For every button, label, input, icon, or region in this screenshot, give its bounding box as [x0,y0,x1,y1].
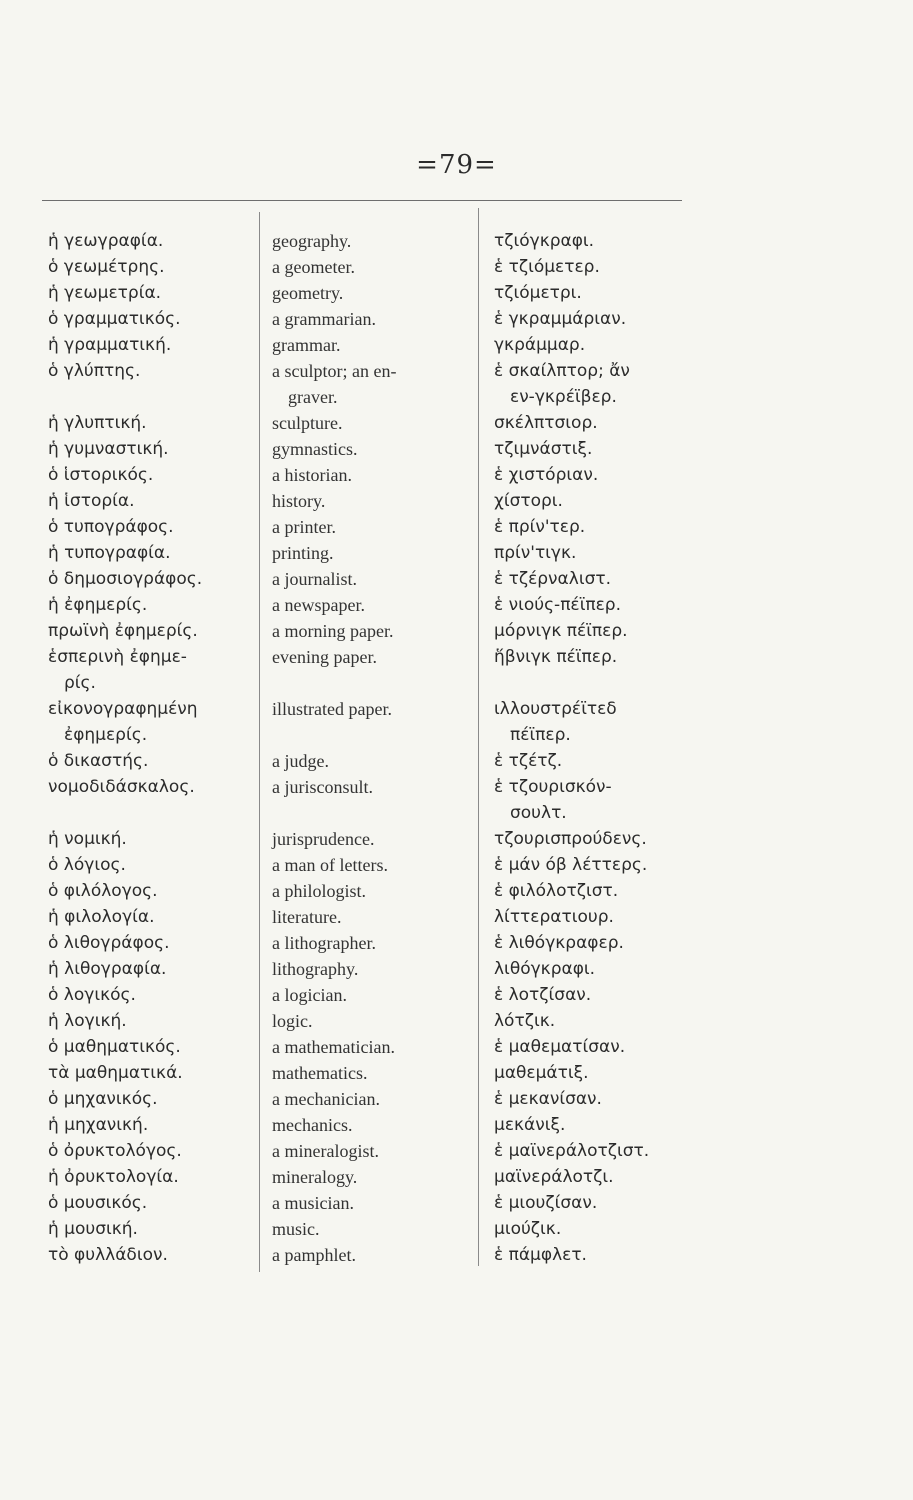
english-entry: lithography. [272,959,359,979]
greek-entry: ἡ γεωγραφία. [48,231,164,251]
pronunciation-entry: μεκάνιξ. [494,1115,566,1135]
pronunciation-entry: μιούζικ. [494,1219,562,1239]
pronunciation-entry: ἑ γκραμμάριαν. [494,309,627,329]
pronunciation-entry: ἑ νιούς-πέϊπερ. [494,595,621,615]
english-entry: a logician. [272,985,347,1005]
greek-entry: ἡ τυπογραφία. [48,543,171,563]
pronunciation-entry: τζιόμετρι. [494,283,582,303]
english-column [272,228,477,1268]
greek-entry: ἡ νομική. [48,829,127,849]
english-entry: a geometer. [272,257,355,277]
greek-entry: ὁ δικαστής. [48,751,149,771]
english-entry: evening paper. [272,647,377,667]
spacer [272,800,477,826]
pronunciation-entry: τζιμνάστιξ. [494,439,593,459]
greek-entry: ὁ μηχανικός. [48,1089,158,1109]
spacer [272,670,477,696]
english-entry: a newspaper. [272,595,365,615]
english-entry: mathematics. [272,1063,368,1083]
greek-entry: τὸ φυλλάδιον. [48,1245,168,1265]
pronunciation-entry: λότζικ. [494,1011,556,1031]
greek-entry: ὁ λογικός. [48,985,136,1005]
greek-entry: ἡ λιθογραφία. [48,959,167,979]
greek-entry: ἡ ἐφημερίς. [48,595,148,615]
greek-entry: ὁ μουσικός. [48,1193,148,1213]
english-entry: printing. [272,543,334,563]
pronunciation-entry: πρίν'τιγκ. [494,543,577,563]
english-entry: a grammarian. [272,309,376,329]
spacer [48,800,260,826]
greek-entry: ὁ λιθογράφος. [48,933,170,953]
spacer [48,384,260,410]
english-entry [272,358,477,410]
english-entry: jurisprudence. [272,829,375,849]
pronunciation-entry-line: ἑ σκαίλπτορ; ἄν [494,361,630,381]
greek-entry: ἡ μουσική. [48,1219,138,1239]
pronunciation-entry: τζιόγκραφι. [494,231,595,251]
greek-entry-line: ἑσπερινὴ ἐφημε- [48,647,187,667]
pronunciation-entry [494,696,704,748]
english-entry: a man of letters. [272,855,388,875]
greek-entry: ὁ γραμματικός. [48,309,181,329]
english-entry: sculpture. [272,413,343,433]
english-entry: grammar. [272,335,341,355]
greek-entry: ὁ γλύπτης. [48,361,141,381]
pronunciation-entry-line: ιλλουστρέϊτεδ [494,699,617,719]
pronunciation-entry: ἑ μαϊνεράλοτζιστ. [494,1141,650,1161]
english-entry: geometry. [272,283,344,303]
greek-entry: νομοδιδάσκαλος. [48,777,195,797]
english-entry: a printer. [272,517,336,537]
greek-entry: ὁ μαθηματικός. [48,1037,181,1057]
english-entry: a pamphlet. [272,1245,356,1265]
top-rule [42,200,682,201]
greek-entry [48,644,260,696]
pronunciation-entry: ἑ λιθόγκραφερ. [494,933,624,953]
pronunciation-entry-line: σουλτ. [510,803,567,823]
pronunciation-entry: ἑ φιλόλοτζιστ. [494,881,619,901]
english-entry: a musician. [272,1193,354,1213]
english-entry: a philologist. [272,881,366,901]
pronunciation-entry: ἑ πάμφλετ. [494,1245,587,1265]
pronunciation-entry: μαϊνεράλοτζι. [494,1167,614,1187]
english-entry: mechanics. [272,1115,353,1135]
pronunciation-entry-line: εν-γκρέϊβερ. [510,387,617,407]
greek-entry: ὁ φιλόλογος. [48,881,158,901]
greek-column [48,228,260,1268]
english-entry: logic. [272,1011,313,1031]
english-entry: a morning paper. [272,621,394,641]
spacer [272,722,477,748]
english-entry: gymnastics. [272,439,358,459]
greek-entry: ἡ γραμματική. [48,335,172,355]
pronunciation-entry: ἑ τζέρναλιστ. [494,569,611,589]
pronunciation-entry: ἑ λοτζίσαν. [494,985,592,1005]
page-number: =79= [416,150,497,180]
english-entry: a lithographer. [272,933,376,953]
greek-entry: ὁ ὀρυκτολόγος. [48,1141,182,1161]
greek-entry: ἡ μηχανική. [48,1115,149,1135]
pronunciation-entry [494,358,704,410]
english-entry: a judge. [272,751,329,771]
greek-entry: ὁ λόγιος. [48,855,126,875]
spacer [494,670,704,696]
pronunciation-entry: τζουρισπρούδενς. [494,829,647,849]
greek-entry: ἡ γεωμετρία. [48,283,162,303]
pronunciation-entry: ἑ πρίν'τερ. [494,517,586,537]
pronunciation-entry: σκέλπτσιορ. [494,413,598,433]
english-entry: a mineralogist. [272,1141,379,1161]
pronunciation-entry: ἑ μαθεματίσαν. [494,1037,626,1057]
pronunciation-entry-line: πέϊπερ. [510,725,571,745]
pronunciation-entry: ἑ χιστόριαν. [494,465,599,485]
english-entry: a mathematician. [272,1037,395,1057]
pronunciation-entry: λιθόγκραφι. [494,959,596,979]
english-entry: a journalist. [272,569,357,589]
english-entry: mineralogy. [272,1167,358,1187]
greek-entry: ἡ φιλολογία. [48,907,155,927]
english-entry-line: graver. [288,387,338,407]
english-entry: history. [272,491,326,511]
greek-entry [48,696,260,748]
pronunciation-entry [494,774,704,826]
english-entry-line: a sculptor; an en- [272,361,397,381]
pronunciation-entry: ἑ τζέτζ. [494,751,563,771]
pronunciation-entry: μαθεμάτιξ. [494,1063,589,1083]
greek-entry: ἡ γλυπτική. [48,413,147,433]
english-entry: literature. [272,907,342,927]
pronunciation-entry-line: ἑ τζουρισκόν- [494,777,612,797]
pronunciation-column [494,228,704,1268]
greek-entry: ὁ ἱστορικός. [48,465,154,485]
greek-entry: ἡ ἱστορία. [48,491,135,511]
greek-entry: ἡ γυμναστική. [48,439,169,459]
english-entry: music. [272,1219,320,1239]
english-entry: illustrated paper. [272,699,392,719]
pronunciation-entry: λίττερατιουρ. [494,907,614,927]
english-entry: a jurisconsult. [272,777,373,797]
greek-entry: τὰ μαθηματικά. [48,1063,183,1083]
greek-entry-line: εἰκονογραφημένη [48,699,198,719]
greek-entry: ὁ τυπογράφος. [48,517,174,537]
english-entry: geography. [272,231,352,251]
greek-entry: ὁ δημοσιογράφος. [48,569,203,589]
greek-entry: ἡ ὀρυκτολογία. [48,1167,179,1187]
greek-entry-line: ἐφημερίς. [64,725,148,745]
pronunciation-entry: ἥβνιγκ πέϊπερ. [494,647,618,667]
pronunciation-entry: ἑ μάν όβ λέττερς. [494,855,648,875]
greek-entry-line: ρίς. [64,673,96,693]
greek-entry: πρωϊνὴ ἐφημερίς. [48,621,198,641]
english-entry: a historian. [272,465,352,485]
pronunciation-entry: χίστορι. [494,491,563,511]
pronunciation-entry: γκράμμαρ. [494,335,586,355]
english-entry: a mechanician. [272,1089,380,1109]
pronunciation-entry: μόρνιγκ πέϊπερ. [494,621,628,641]
pronunciation-entry: ἑ μεκανίσαν. [494,1089,602,1109]
pronunciation-entry: ἑ μιουζίσαν. [494,1193,598,1213]
pronunciation-entry: ἑ τζιόμετερ. [494,257,600,277]
greek-entry: ὁ γεωμέτρης. [48,257,165,277]
column-rule-right [478,208,479,1266]
greek-entry: ἡ λογική. [48,1011,127,1031]
